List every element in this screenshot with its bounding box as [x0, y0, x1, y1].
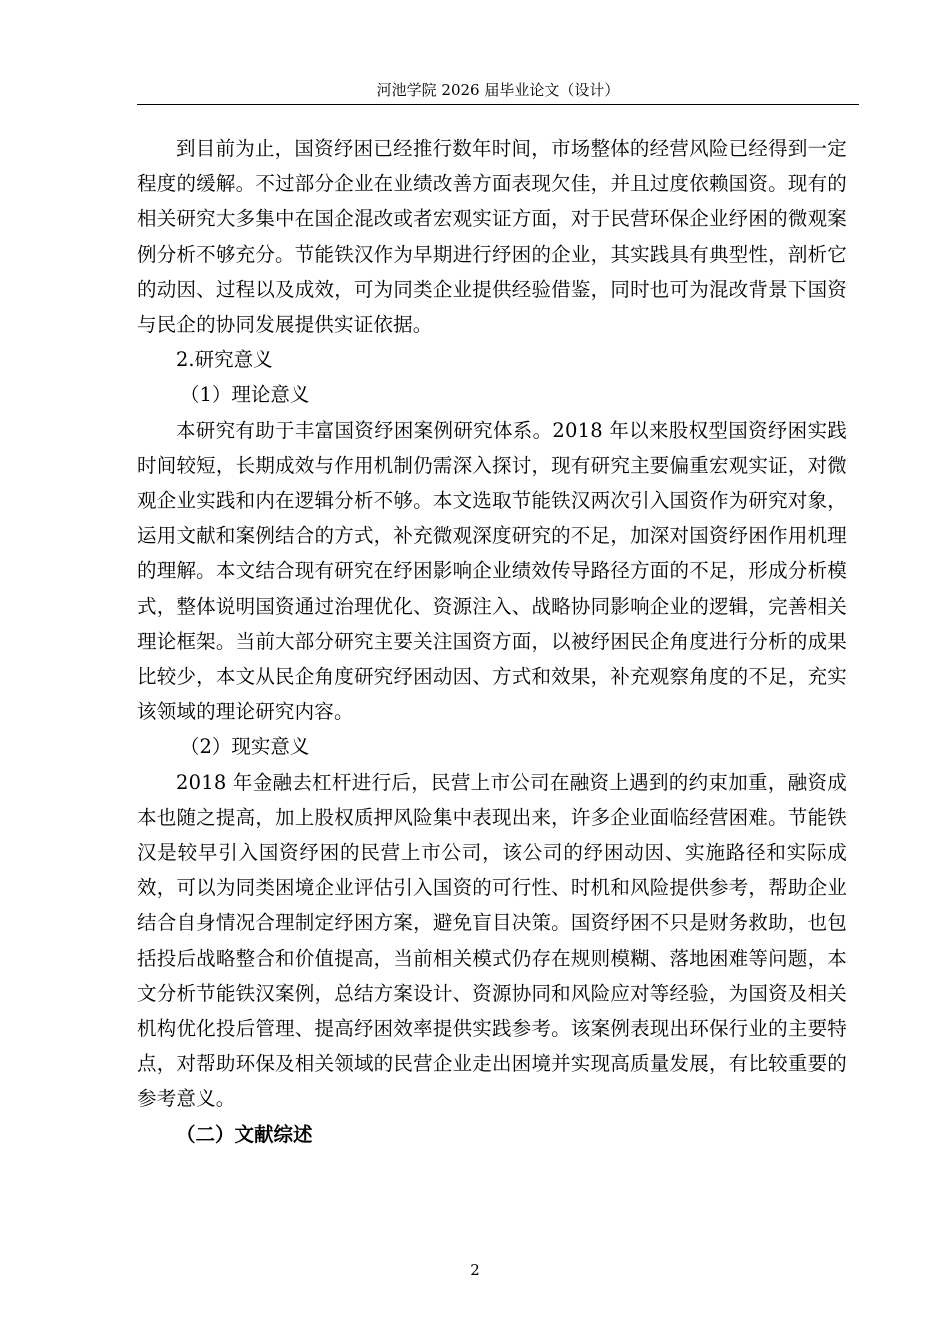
page-content: [137, 131, 847, 1152]
paragraph-theoretical-significance: 本研究有助于丰富国资纾困案例研究体系。2018 年以来股权型国资纾困实践时间较短，长期成效与作用机制仍需深入探讨，现有研究主要偏重宏观实证，对微观企业实践和内在逻辑分析不够。本文选取节能铁汉两次引入国资作为研究对象，运用文献和案例结合的方式，补充微观深度研究的不足，加深对国资纾困作用机理的理解。本文结合现有研究在纾困影响企业绩效传导路径方面的不足，形成分析模式，整体说明国资通过治理优化、资源注入、战略协同影响企业的逻辑，完善相关理论框架。当前大部分研究主要关注国资方面，以被纾困民企角度进行分析的成果比较少，本文从民企角度研究纾困动因、方式和效果，补充观察角度的不足，充实该领域的理论研究内容。: [137, 418, 847, 724]
heading-research-significance: 2.研究意义: [176, 348, 273, 372]
paragraph-background: 到目前为止，国资纾困已经推行数年时间，市场整体的经营风险已经得到一定程度的缓解。不过部分企业在业绩改善方面表现欠佳，并且过度依赖国资。现有的相关研究大多集中在国企混改或者宏观实证方面，对于民营环保企业纾困的微观案例分析不够充分。节能铁汉作为早期进行纾困的企业，其实践具有典型性，剖析它的动因、过程以及成效，可为同类企业提供经验借鉴，同时也可为混改背景下国资与民企的协同发展提供实证依据。: [137, 137, 847, 337]
page-header-title: 河池学院 2026 届毕业论文（设计）: [376, 81, 620, 99]
page-number: 2: [470, 1261, 480, 1279]
heading-theoretical-significance: （1）理论意义: [180, 383, 310, 407]
header-divider: [137, 104, 859, 105]
heading-literature-review: （二）文献综述: [176, 1122, 313, 1146]
paragraph-practical-significance: 2018 年金融去杠杆进行后，民营上市公司在融资上遇到的约束加重，融资成本也随之提高，加上股权质押风险集中表现出来，许多企业面临经营困难。节能铁汉是较早引入国资纾困的民营上市公司，该公司的纾困动因、实施路径和实际成效，可以为同类困境企业评估引入国资的可行性、时机和风险提供参考，帮助企业结合自身情况合理制定纾困方案，避免盲目决策。国资纾困不只是财务救助，也包括投后战略整合和价值提高，当前相关模式仍存在规则模糊、落地困难等问题，本文分析节能铁汉案例，总结方案设计、资源协同和风险应对等经验，为国资及相关机构优化投后管理、提高纾困效率提供实践参考。该案例表现出环保行业的主要特点，对帮助环保及相关领域的民营企业走出困境并实现高质量发展，有比较重要的参考意义。: [137, 770, 847, 1111]
heading-practical-significance: （2）现实意义: [180, 735, 310, 759]
